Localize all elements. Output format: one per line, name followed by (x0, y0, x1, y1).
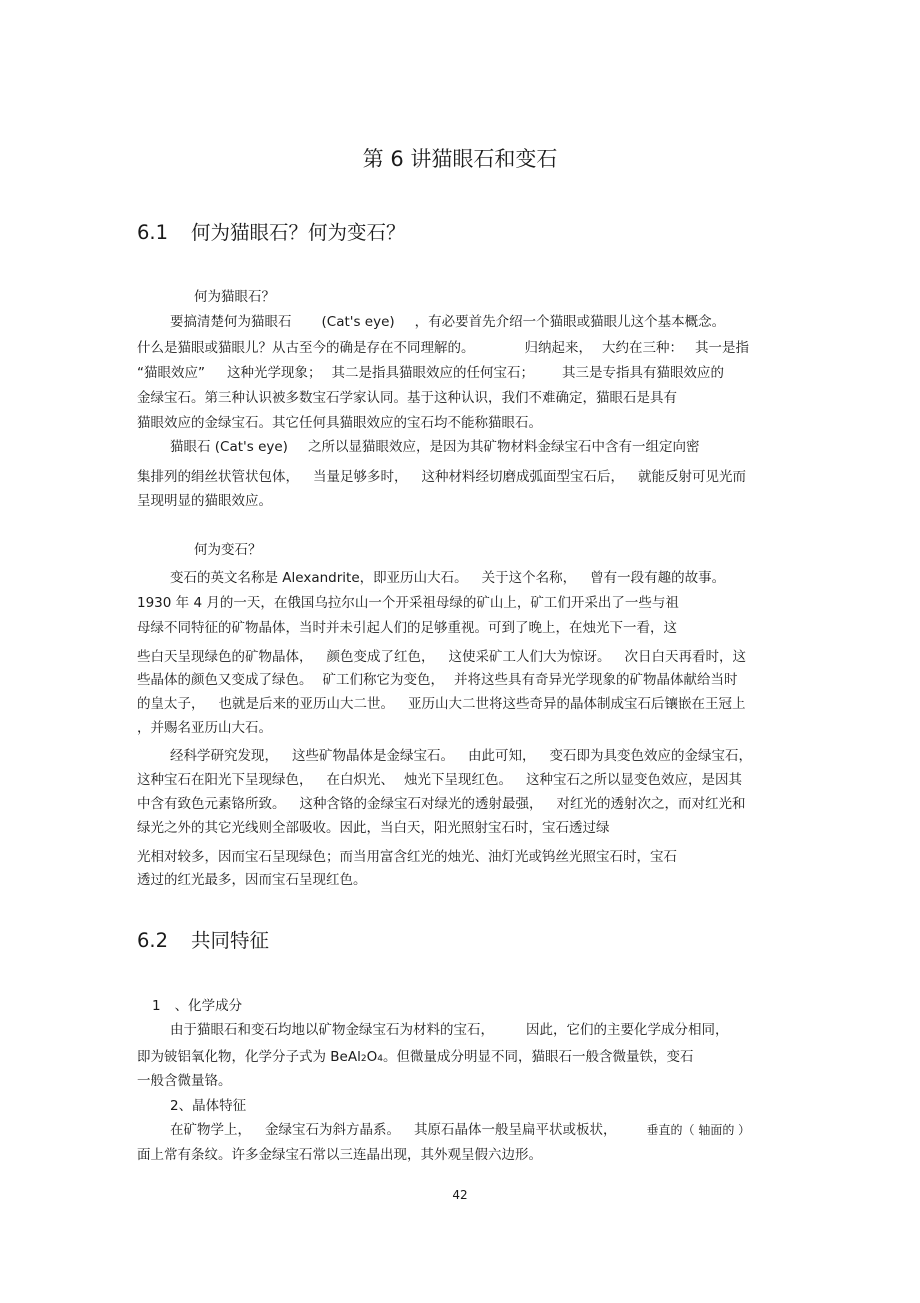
text-line: 1930 年 4 月的一天，在俄国乌拉尔山一个开采祖母绿的矿山上，矿工们开采出了一些与祖 (137, 595, 679, 611)
text-line: 这种宝石在阳光下呈现绿色， 在白炽光、 烛光下呈现红色。 这种宝石之所以显变色效应，是因其 (137, 772, 742, 788)
subheading-cat-eye: 何为猫眼石？ (194, 289, 275, 305)
list-item-crystal: 2、晶体特征 (170, 1098, 247, 1114)
text-line: 透过的红光最多，因而宝石呈现红色。 (137, 872, 367, 888)
text-line: 经科学研究发现， 这些矿物晶体是金绿宝石。 由此可知， 变石即为具变色效应的金绿宝石， (170, 748, 752, 764)
section-title: 何为猫眼石？何为变石？ (191, 221, 406, 244)
text-line: 即为铍铝氧化物，化学分子式为 BeAl2O4。但微量成分明显不同，猫眼石一般含微量铁，变石 (137, 1049, 694, 1065)
section-heading-6-2 (137, 929, 269, 953)
text-line: 变石的英文名称是 Alexandrite，即亚历山大石。 关于这个名称， 曾有一段有趣的故事。 (170, 570, 726, 586)
text-line: 集排列的绢丝状管状包体， 当量足够多时， 这种材料经切磨成弧面型宝石后， 就能反射可见光而 (137, 469, 746, 485)
page-number: 42 (452, 1188, 468, 1202)
text-line: 些白天呈现绿色的矿物晶体， 颜色变成了红色， 这使采矿工人们大为惊讶。 次日白天再看时，这 (137, 649, 746, 665)
text-line: 什么是猫眼或猫眼儿？从古至今的确是存在不同理解的。 归纳起来， 大约在三种： 其一是指 (137, 340, 749, 356)
section-number: 6.2 (137, 929, 169, 952)
text-line: 绿光之外的其它光线则全部吸收。因此，当白天，阳光照射宝石时，宝石透过绿 (137, 820, 610, 836)
text-line: 在矿物学上， 金绿宝石为斜方晶系。 其原石晶体一般呈扁平状或板状， 垂直的（ 轴面的 ） (170, 1122, 751, 1138)
section-heading-6-1 (137, 221, 406, 245)
text-line: 由于猫眼石和变石均地以矿物金绿宝石为材料的宝石， 因此，它们的主要化学成分相同， (170, 1022, 729, 1038)
text-line: 一般含微量铬。 (137, 1073, 232, 1089)
text-line: ，并赐名亚历山大石。 (137, 720, 272, 736)
text-line: 的皇太子， 也就是后来的亚历山大二世。 亚历山大二世将这些奇异的晶体制成宝石后镶嵌在王冠上 (137, 696, 746, 712)
text-line: 母绿不同特征的矿物晶体，当时并未引起人们的足够重视。可到了晚上，在烛光下一看，这 (137, 620, 677, 636)
text-line: 面上常有条纹。许多金绿宝石常以三连晶出现，其外观呈假六边形。 (137, 1147, 542, 1163)
text-line: “猫眼效应” 这种光学现象； 其二是指具猫眼效应的任何宝石； 其三是专指具有猫眼效应的 (137, 365, 724, 381)
subheading-alexandrite: 何为变石？ (194, 542, 262, 558)
text-line: 呈现明显的猫眼效应。 (137, 493, 272, 509)
page-title: 第 6 讲猫眼石和变石 (362, 147, 558, 171)
text-line: 光相对较多，因而宝石呈现绿色；而当用富含红光的烛光、油灯光或钨丝光照宝石时，宝石 (137, 849, 677, 865)
section-number: 6.1 (137, 221, 169, 244)
list-item-chemical: 1 、化学成分 (152, 998, 243, 1014)
text-line: 些晶体的颜色又变成了绿色。 矿工们称它为变色， 并将这些具有奇异光学现象的矿物晶体献给当时 (137, 672, 738, 688)
text-line: 金绿宝石。第三种认识被多数宝石学家认同。基于这种认识，我们不难确定，猫眼石是具有 (137, 390, 677, 406)
text-line: 要搞清楚何为猫眼石 (Cat's eye) ，有必要首先介绍一个猫眼或猫眼儿这个基本概念。 (170, 314, 726, 330)
section-title: 共同特征 (191, 929, 270, 952)
text-line: 中含有致色元素铬所致。 这种含铬的金绿宝石对绿光的透射最强， 对红光的透射次之，而对红光和 (137, 796, 746, 812)
text-line: 猫眼石 (Cat's eye) 之所以显猫眼效应，是因为其矿物材料金绿宝石中含有一组定向密 (170, 439, 700, 455)
text-line: 猫眼效应的金绿宝石。其它任何具猫眼效应的宝石均不能称猫眼石。 (137, 415, 542, 431)
